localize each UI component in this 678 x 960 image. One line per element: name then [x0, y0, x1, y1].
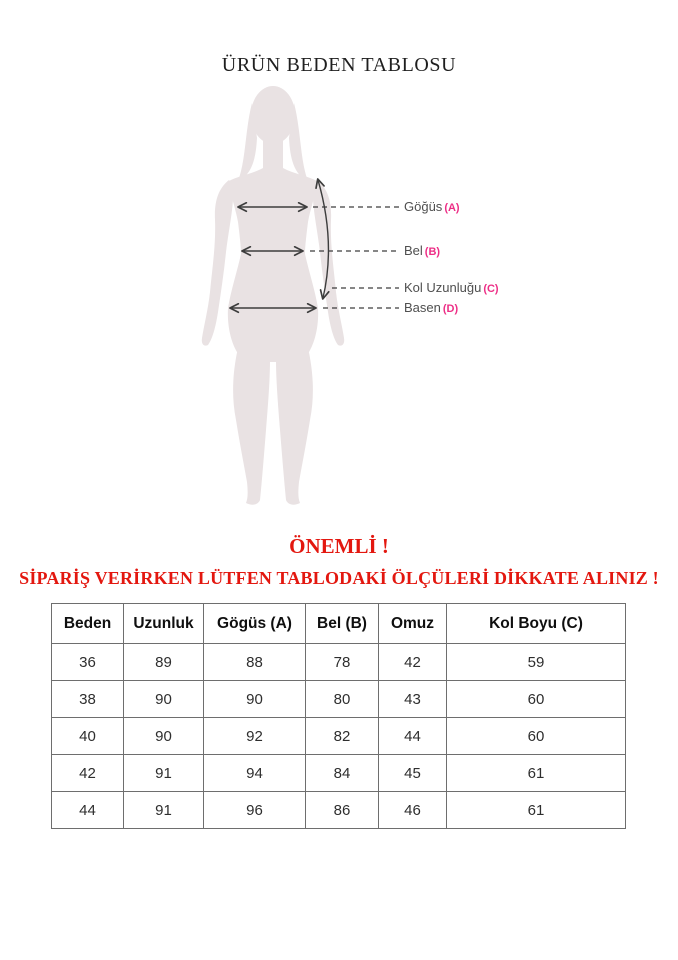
size-table-header: [52, 604, 626, 644]
arm-label-letter: (C): [483, 283, 499, 295]
cell-kol: 61: [447, 792, 626, 829]
cell-kol: 61: [447, 755, 626, 792]
col-header-bel: Bel (B): [306, 604, 379, 644]
cell-beden: 42: [52, 755, 124, 792]
col-header-omuz: Omuz: [379, 604, 447, 644]
waist-label-letter: (B): [424, 246, 441, 258]
cell-gogus: 88: [204, 644, 306, 681]
table-row: [52, 718, 626, 755]
cell-gogus: 92: [204, 718, 306, 755]
cell-bel: 80: [306, 681, 379, 718]
important-note: SİPARİŞ VERİRKEN LÜTFEN TABLODAKİ ÖLÇÜLERİ DİKKATE ALINIZ !: [19, 568, 659, 588]
cell-omuz: 44: [379, 718, 447, 755]
cell-omuz: 45: [379, 755, 447, 792]
cell-bel: 84: [306, 755, 379, 792]
waist-label-text: Bel: [404, 243, 423, 258]
cell-uzunluk: 90: [124, 718, 204, 755]
waist-measure-label: [404, 243, 440, 259]
cell-beden: 40: [52, 718, 124, 755]
right-leg-shape: [276, 346, 313, 505]
cell-beden: 44: [52, 792, 124, 829]
cell-omuz: 43: [379, 681, 447, 718]
chest-label-letter: (A): [444, 202, 460, 214]
size-table-body: [52, 644, 626, 829]
cell-bel: 82: [306, 718, 379, 755]
table-row: [52, 681, 626, 718]
head-shape: [251, 86, 295, 144]
hip-label-text: Basen: [404, 300, 441, 315]
cell-bel: 78: [306, 644, 379, 681]
torso-shape: [228, 168, 318, 362]
female-body-silhouette: [202, 86, 344, 505]
col-header-beden: Beden: [52, 604, 124, 644]
page-title: ÜRÜN BEDEN TABLOSU: [221, 54, 457, 76]
chest-measure-label: [404, 199, 460, 215]
col-header-kol-boyu: Kol Boyu (C): [447, 604, 626, 644]
cell-uzunluk: 90: [124, 681, 204, 718]
table-header-row: [52, 604, 626, 644]
hip-measure-label: [404, 300, 458, 316]
female-silhouette-diagram: [180, 85, 405, 515]
cell-bel: 86: [306, 792, 379, 829]
cell-beden: 36: [52, 644, 124, 681]
cell-kol: 59: [447, 644, 626, 681]
hip-label-letter: (D): [442, 303, 459, 315]
cell-kol: 60: [447, 681, 626, 718]
cell-gogus: 96: [204, 792, 306, 829]
table-row: [52, 644, 626, 681]
cell-uzunluk: 89: [124, 644, 204, 681]
cell-omuz: 42: [379, 644, 447, 681]
col-header-gogus: Gögüs (A): [204, 604, 306, 644]
cell-gogus: 90: [204, 681, 306, 718]
size-table: [51, 603, 626, 829]
left-leg-shape: [233, 346, 270, 505]
neck-shape: [263, 136, 283, 172]
cell-gogus: 94: [204, 755, 306, 792]
col-header-uzunluk: Uzunluk: [124, 604, 204, 644]
arm-label-text: Kol Uzunluğu: [404, 280, 482, 295]
arm-measure-label: [404, 280, 499, 296]
cell-kol: 60: [447, 718, 626, 755]
table-row: [52, 755, 626, 792]
cell-beden: 38: [52, 681, 124, 718]
cell-omuz: 46: [379, 792, 447, 829]
cell-uzunluk: 91: [124, 755, 204, 792]
important-heading: ÖNEMLİ !: [289, 534, 389, 558]
chest-label-text: Göğüs: [404, 199, 443, 214]
cell-uzunluk: 91: [124, 792, 204, 829]
table-row: [52, 792, 626, 829]
